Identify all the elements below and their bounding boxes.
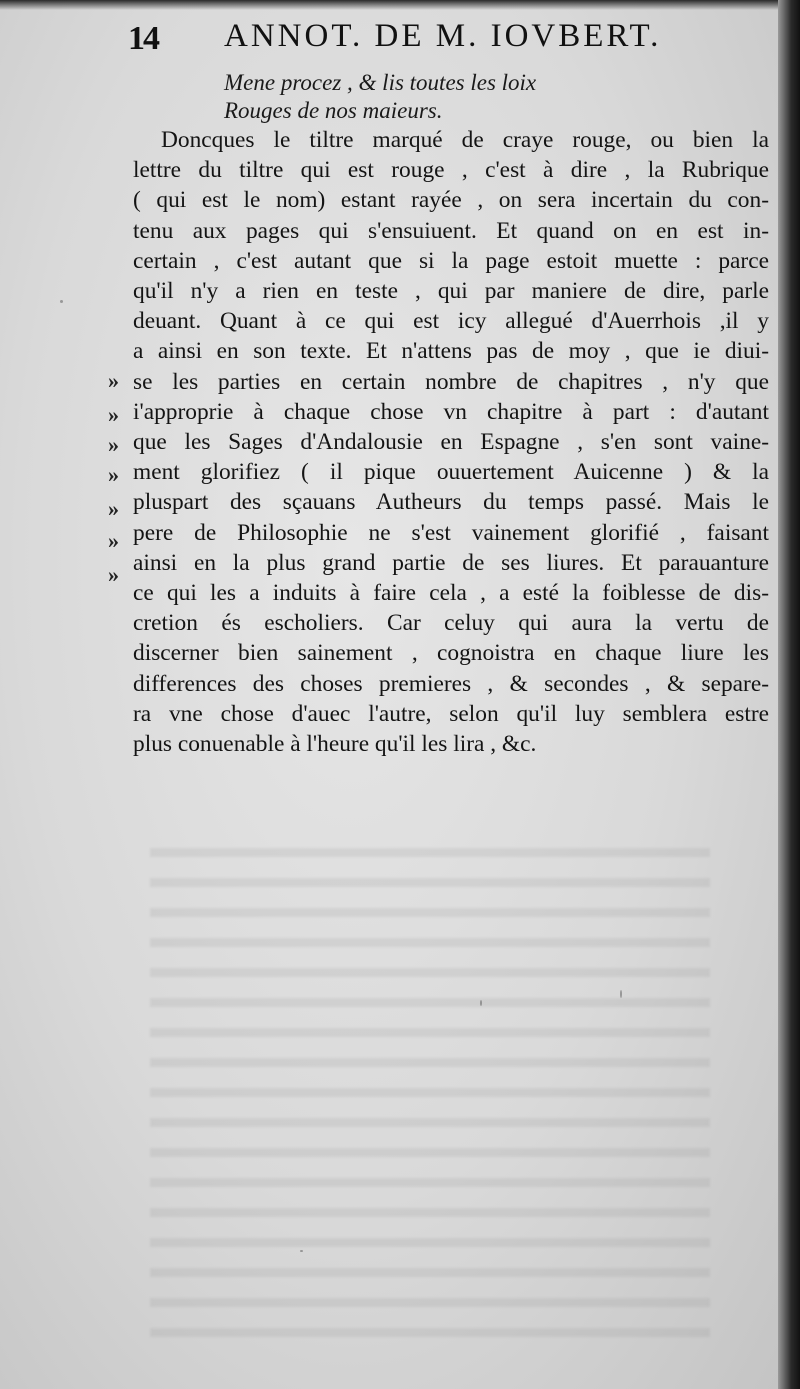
text-line: ce qui les a induits à faire cela , a esté la foiblesse de dis- <box>133 580 769 607</box>
margin-quote-mark: » <box>108 562 119 587</box>
text-line: ainsi en la plus grand partie de ses liures. Et parauanture <box>133 549 769 576</box>
running-title: ANNOT. DE M. IOVBERT. <box>224 18 662 54</box>
book-gutter-edge <box>778 0 800 1389</box>
page-number: 14 <box>128 20 158 57</box>
text-line: differences des choses premieres , & secondes , & separe- <box>133 670 769 697</box>
text-line: ment glorifiez ( il pique ouuertement Auicenne ) & la <box>133 459 769 486</box>
text-line: pluspart des sçauans Autheurs du temps passé. Mais le <box>133 489 769 516</box>
text-line: ( qui est le nom) estant rayée , on sera incertain du con- <box>133 187 769 214</box>
text-line: certain , c'est autant que si la page estoit muette : parce <box>133 247 769 274</box>
text-line: pere de Philosophie ne s'est vainement glorifié , faisant <box>133 519 769 546</box>
margin-quote-mark: » <box>108 528 119 553</box>
margin-quote-mark: » <box>108 462 119 487</box>
paper-speck <box>300 1250 303 1252</box>
verse-line-2: Rouges de nos maieurs. <box>224 98 443 123</box>
text-line: plus conuenable à l'heure qu'il les lira , &c. <box>133 731 537 758</box>
text-line: ra vne chose d'auec l'autre, selon qu'il luy semblera estre <box>133 700 769 727</box>
text-line: que les Sages d'Andalousie en Espagne , s'en sont vaine- <box>133 429 769 456</box>
text-line: i'approprie à chaque chose vn chapitre à part : d'autant <box>133 398 769 425</box>
text-line: Doncques le tiltre marqué de craye rouge, ou bien la <box>161 127 769 153</box>
text-line: tenu aux pages qui s'ensuiuent. Et quand on en est in- <box>133 217 769 244</box>
text-line: deuant. Quant à ce qui est icy allegué d'Auerrhois ,il y <box>133 308 769 335</box>
top-shadow <box>0 0 780 10</box>
paper-speck <box>620 990 622 998</box>
body-text <box>133 125 769 759</box>
text-line: lettre du tiltre qui est rouge , c'est à dire , la Rubrique <box>133 157 769 184</box>
margin-quote-mark: » <box>108 432 119 457</box>
verse-line-1: Mene procez , & lis toutes les loix <box>224 70 537 95</box>
text-line: a ainsi en son texte. Et n'attens pas de moy , que ie diui- <box>133 338 769 365</box>
margin-quote-mark: » <box>108 368 119 393</box>
bleed-through-texture <box>150 830 710 1350</box>
text-line: discerner bien sainement , cognoistra en chaque liure les <box>133 640 769 667</box>
running-head <box>128 18 688 62</box>
text-line: cretion és escholiers. Car celuy qui aura la vertu de <box>133 610 769 637</box>
margin-quote-mark: » <box>108 402 119 427</box>
margin-quote-mark: » <box>108 496 119 521</box>
text-line: qu'il n'y a rien en teste , qui par maniere de dire, parle <box>133 278 769 305</box>
paper-speck <box>60 300 63 303</box>
paper-speck <box>480 1000 482 1006</box>
text-line: se les parties en certain nombre de chapitres , n'y que <box>133 368 769 395</box>
